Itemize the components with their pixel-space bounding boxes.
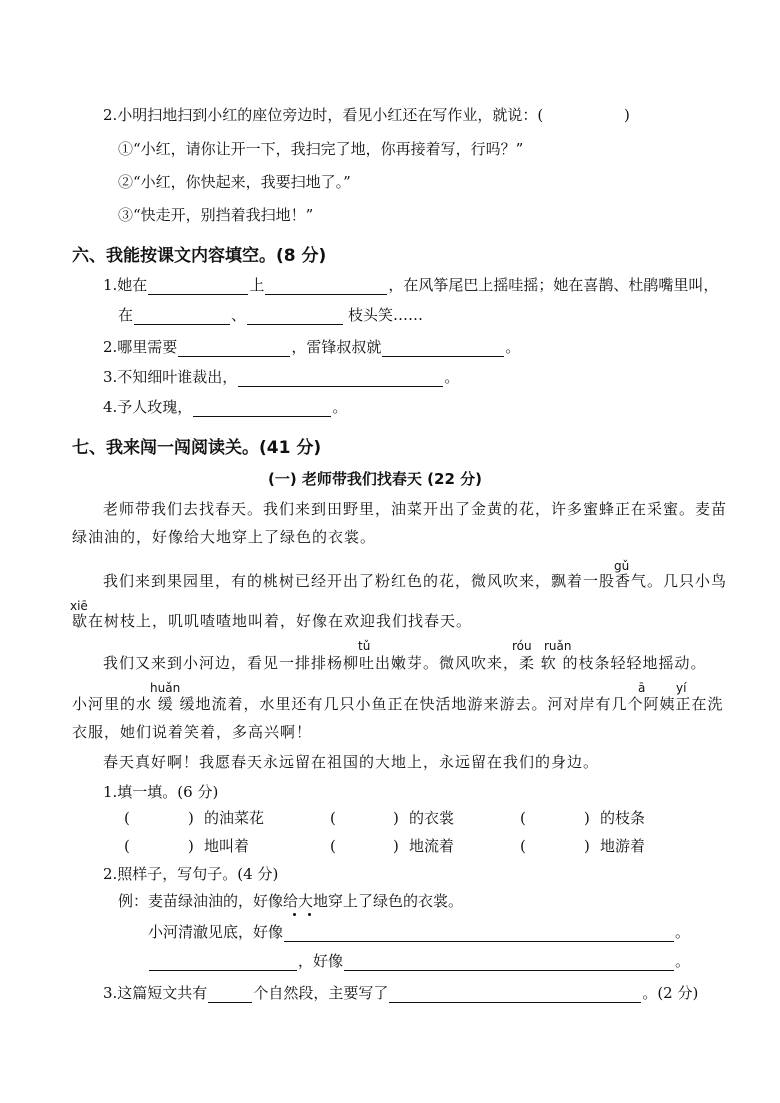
close-paren: ) xyxy=(584,837,590,855)
blank[interactable] xyxy=(193,400,331,417)
fill-item-1: 的油菜花 xyxy=(204,809,265,827)
fill-item-2: 的衣裳 xyxy=(409,809,455,827)
q2-line-2: ，好像 。 xyxy=(148,951,690,971)
pinyin-yi: yí xyxy=(676,681,687,695)
open-paren: ( xyxy=(124,837,130,855)
blank[interactable] xyxy=(238,370,443,387)
fill-item-5: 地流着 xyxy=(409,837,455,855)
q2-option-3: ③“快走开，别挡着我扫地！” xyxy=(118,206,314,224)
open-paren: ( xyxy=(124,809,130,827)
answer-blank[interactable] xyxy=(149,954,297,971)
answer-blank[interactable] xyxy=(389,986,641,1003)
para-3-line-1: 我们又来到小河边，看见一排排杨柳吐出嫩芽。微风吹来，柔 软 的枝条轻轻地摇动。 xyxy=(103,654,707,672)
q2-stem: 2.小明扫地扫到小红的座位旁边时，看见小红还在写作业，就说：( xyxy=(103,106,544,124)
blank[interactable] xyxy=(134,308,230,325)
emphasis-dot xyxy=(293,913,296,916)
pinyin-a: ā xyxy=(638,681,646,695)
close-paren: ) xyxy=(393,809,399,827)
para-1-line-2: 绿油油的，好像给大地穿上了绿色的衣裳。 xyxy=(72,528,377,546)
para-2-line-1: 我们来到果园里，有的桃树已经开出了粉红色的花，微风吹来，飘着一股香气。几只小鸟 xyxy=(103,572,728,590)
blank[interactable] xyxy=(265,278,387,295)
pinyin-rou: róu xyxy=(512,639,532,653)
q2-option-2: ②“小红，你快起来，我要扫地了。” xyxy=(118,173,351,191)
sec6-line-4: 3.不知细叶谁裁出， 。 xyxy=(103,368,460,386)
open-paren: ( xyxy=(520,809,526,827)
q2-example: 例：麦苗绿油油的，好像给大地穿上了绿色的衣裳。 xyxy=(118,892,464,910)
answer-blank[interactable] xyxy=(284,925,674,942)
close-paren: ) xyxy=(584,809,590,827)
blank[interactable] xyxy=(247,308,343,325)
answer-blank[interactable] xyxy=(208,986,252,1003)
close-paren: ) xyxy=(188,809,194,827)
para-4: 春天真好啊！我愿春天永远留在祖国的大地上，永远留在我们的身边。 xyxy=(103,753,600,771)
fill-item-6: 地游着 xyxy=(600,837,646,855)
fill-item-3: 的枝条 xyxy=(600,809,646,827)
section-6-title: 六、我能按课文内容填空。(8 分) xyxy=(72,246,327,266)
pinyin-gu: gǔ xyxy=(614,559,630,573)
q2-line-1: 小河清澈见底，好像 。 xyxy=(148,923,691,941)
close-paren: ) xyxy=(188,837,194,855)
para-1-line-1: 老师带我们去找春天。我们来到田野里，油菜开出了金黄的花，许多蜜蜂正在采蜜。麦苗 xyxy=(103,500,728,518)
para-2-line-2: 歇在树枝上，叽叽喳喳地叫着，好像在欢迎我们找春天。 xyxy=(72,612,473,630)
blank[interactable] xyxy=(382,340,504,357)
close-paren: ) xyxy=(393,837,399,855)
answer-blank[interactable] xyxy=(344,954,674,971)
sec6-line-2: 在 、 枝头笑…… xyxy=(118,306,424,324)
sec6-line-5: 4.予人玫瑰， 。 xyxy=(103,398,348,416)
pinyin-tu: tǔ xyxy=(358,639,371,653)
q2-option-1: ①“小红，请你让开一下，我扫完了地，你再接着写，行吗？” xyxy=(118,140,524,158)
blank[interactable] xyxy=(148,278,248,295)
q1-title: 1.填一填。(6 分) xyxy=(103,783,219,801)
reading-subtitle: (一) 老师带我们找春天 (22 分) xyxy=(268,470,482,488)
section-7-title: 七、我来闯一闯阅读关。(41 分) xyxy=(72,438,322,458)
q2-close-paren: ) xyxy=(624,106,630,124)
pinyin-ruan: ruǎn xyxy=(544,639,572,653)
q3-line: 3.这篇短文共有 个自然段，主要写了 。(2 分) xyxy=(103,984,699,1002)
fill-item-4: 地叫着 xyxy=(204,837,250,855)
open-paren: ( xyxy=(330,809,336,827)
para-3-line-3: 衣服，她们说着笑着，多高兴啊！ xyxy=(72,723,313,741)
open-paren: ( xyxy=(520,837,526,855)
q2-write-title: 2.照样子，写句子。(4 分) xyxy=(103,865,279,883)
sec6-line-1: 1.她在 上 ，在风筝尾巴上摇哇摇；她在喜鹊、杜鹃嘴里叫， xyxy=(103,276,719,294)
para-3-line-2: 小河里的水 缓 缓地流着，水里还有几只小鱼正在快活地游来游去。河对岸有几个阿姨正在洗 xyxy=(72,695,724,713)
pinyin-huan: huǎn xyxy=(150,681,181,695)
emphasis-dot xyxy=(308,913,311,916)
blank[interactable] xyxy=(178,340,290,357)
pinyin-xie: xiē xyxy=(70,599,88,613)
open-paren: ( xyxy=(330,837,336,855)
sec6-line-3: 2.哪里需要 ，雷锋叔叔就 。 xyxy=(103,338,521,356)
